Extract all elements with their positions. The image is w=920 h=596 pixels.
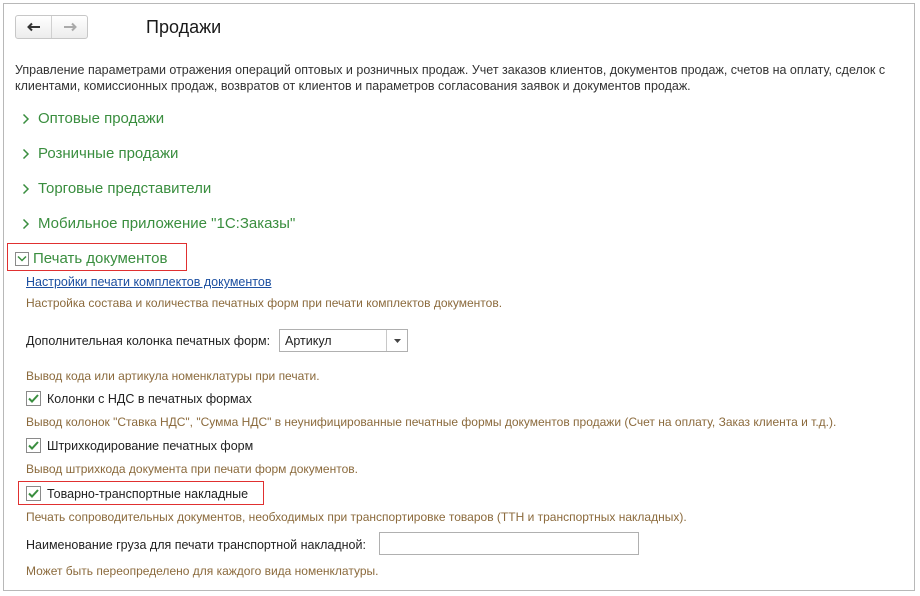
navigation-buttons (15, 15, 88, 39)
kit-print-note: Настройка состава и количества печатных форм при печати комплектов документов. (26, 296, 503, 310)
ttn-note: Печать сопроводительных документов, необходимых при транспортировке товаров (ТТН и транспортных накладных). (26, 510, 687, 524)
section-label: Печать документов (33, 250, 168, 267)
chevron-right-icon (18, 111, 34, 127)
forward-button[interactable] (51, 16, 87, 38)
section-sales-reps[interactable] (18, 180, 211, 197)
vat-columns-label: Колонки с НДС в печатных формах (47, 391, 252, 406)
section-print-documents[interactable] (15, 250, 167, 267)
check-icon (28, 394, 39, 403)
extra-column-value: Артикул (285, 334, 332, 348)
chevron-right-icon (18, 216, 34, 232)
page-description: Управление параметрами отражения операций оптовых и розничных продаж. Учет заказов клиентов, документов продаж, счетов на оплату, сделок с клиентами, комиссионных продаж, возвратов от клиентов и параметров согласования заявок и документов продаж. (15, 63, 886, 93)
extra-column-label: Дополнительная колонка печатных форм: (26, 334, 271, 348)
section-label: Розничные продажи (38, 145, 179, 162)
ttn-checkbox[interactable] (26, 486, 41, 501)
vat-columns-checkbox-row[interactable] (26, 391, 252, 406)
extra-column-note: Вывод кода или артикула номенклатуры при печати. (26, 369, 320, 383)
section-wholesale[interactable] (18, 110, 164, 127)
chevron-right-icon (18, 146, 34, 162)
section-retail[interactable] (18, 145, 178, 162)
vat-columns-checkbox[interactable] (26, 391, 41, 406)
ttn-label: Товарно-транспортные накладные (47, 486, 249, 501)
arrow-left-icon (27, 22, 41, 32)
section-label: Торговые представители (38, 180, 212, 197)
barcode-checkbox-row[interactable] (26, 438, 253, 453)
barcode-label: Штрихкодирование печатных форм (47, 438, 254, 453)
section-mobile-app[interactable] (18, 215, 295, 232)
barcode-note: Вывод штрихкода документа при печати форм документов. (26, 462, 358, 476)
cargo-name-note: Может быть переопределено для каждого вида номенклатуры. (26, 564, 379, 578)
vat-columns-note: Вывод колонок "Ставка НДС", "Сумма НДС" в неунифицированные печатные формы документов продажи (Счет на оплату, Заказ клиента и т.д.). (26, 415, 837, 429)
chevron-down-icon (15, 252, 29, 266)
check-icon (28, 441, 39, 450)
section-label: Оптовые продажи (38, 110, 165, 127)
cargo-name-label: Наименование груза для печати транспортной накладной: (26, 538, 366, 552)
ttn-checkbox-row[interactable] (26, 486, 248, 501)
chevron-right-icon (18, 181, 34, 197)
triangle-down-icon[interactable] (386, 330, 407, 351)
barcode-checkbox[interactable] (26, 438, 41, 453)
section-label: Мобильное приложение "1С:Заказы" (38, 215, 296, 232)
kit-print-settings-link[interactable]: Настройки печати комплектов документов (26, 275, 272, 289)
extra-column-select[interactable] (279, 329, 408, 352)
back-button[interactable] (16, 16, 51, 38)
page-title: Продажи (146, 17, 222, 37)
arrow-right-icon (63, 22, 77, 32)
check-icon (28, 489, 39, 498)
cargo-name-input[interactable] (379, 532, 639, 555)
